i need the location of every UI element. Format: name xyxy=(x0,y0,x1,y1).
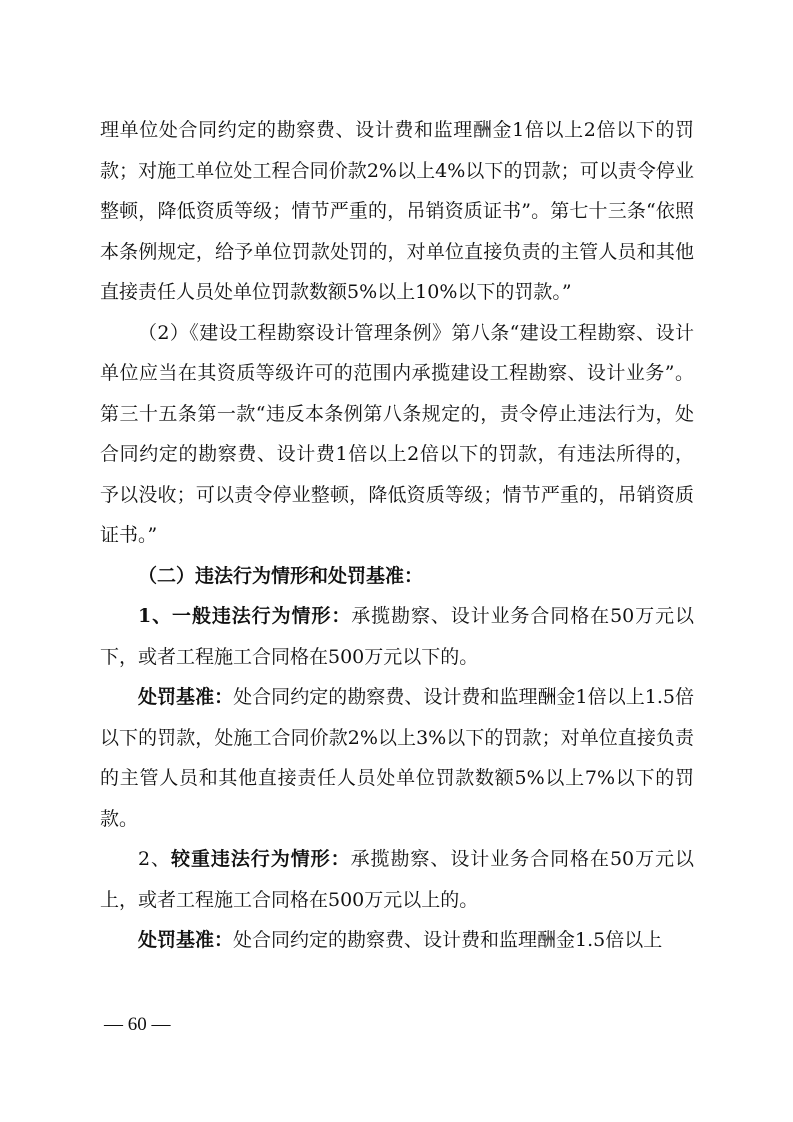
paragraph-general-penalty xyxy=(100,677,694,839)
serious-violation-label: 较重违法行为情形： xyxy=(171,848,351,870)
serious-violation-text: 承揽勘察、设计业务合同格在50万元以上，或者工程施工合同格在500万元以上的。 xyxy=(100,848,694,911)
document-body xyxy=(100,110,694,961)
paragraph-regulation-continuation: 理单位处合同约定的勘察费、设计费和监理酬金1倍以上2倍以下的罚款；对施工单位处工程合同价款2%以上4%以下的罚款；可以责令停业整顿，降低资质等级；情节严重的，吊销资质证书”。第七十三条“依照本条例规定，给予单位罚款处罚的，对单位直接负责的主管人员和其他直接责任人员处单位罚款数额5%以上10%以下的罚款。” xyxy=(100,119,694,303)
general-penalty-text: 处合同约定的勘察费、设计费和监理酬金1倍以上1.5倍以下的罚款，处施工合同价款2%以上3%以下的罚款；对单位直接负责的主管人员和其他直接责任人员处单位罚款数额5%以上7%以下的罚款。 xyxy=(100,686,694,830)
serious-penalty-text: 处合同约定的勘察费、设计费和监理酬金1.5倍以上 xyxy=(233,929,663,951)
paragraph-serious-violation xyxy=(100,839,694,920)
general-violation-text: 承揽勘察、设计业务合同格在50万元以下，或者工程施工合同格在500万元以下的。 xyxy=(100,605,694,668)
serious-violation-number: 2、 xyxy=(138,848,171,870)
paragraph-general-violation xyxy=(100,596,694,677)
page-number: — 60 — xyxy=(104,1014,171,1035)
paragraph-serious-penalty xyxy=(100,920,694,961)
section-heading: （二）违法行为情形和处罚基准： xyxy=(138,564,424,587)
general-violation-label: 1、一般违法行为情形： xyxy=(138,605,352,627)
paragraph-survey-design-regulation: （2）《建设工程勘察设计管理条例》第八条“建设工程勘察、设计单位应当在其资质等级许可的范围内承揽建设工程勘察、设计业务”。第三十五条第一款“违反本条例第八条规定的，责令停止违法行为，处合同约定的勘察费、设计费1倍以上2倍以下的罚款，有违法所得的，予以没收；可以责令停业整顿，降低资质等级；情节严重的，吊销资质证书。” xyxy=(100,321,694,546)
general-penalty-label: 处罚基准： xyxy=(138,686,234,708)
serious-penalty-label: 处罚基准： xyxy=(138,929,234,951)
